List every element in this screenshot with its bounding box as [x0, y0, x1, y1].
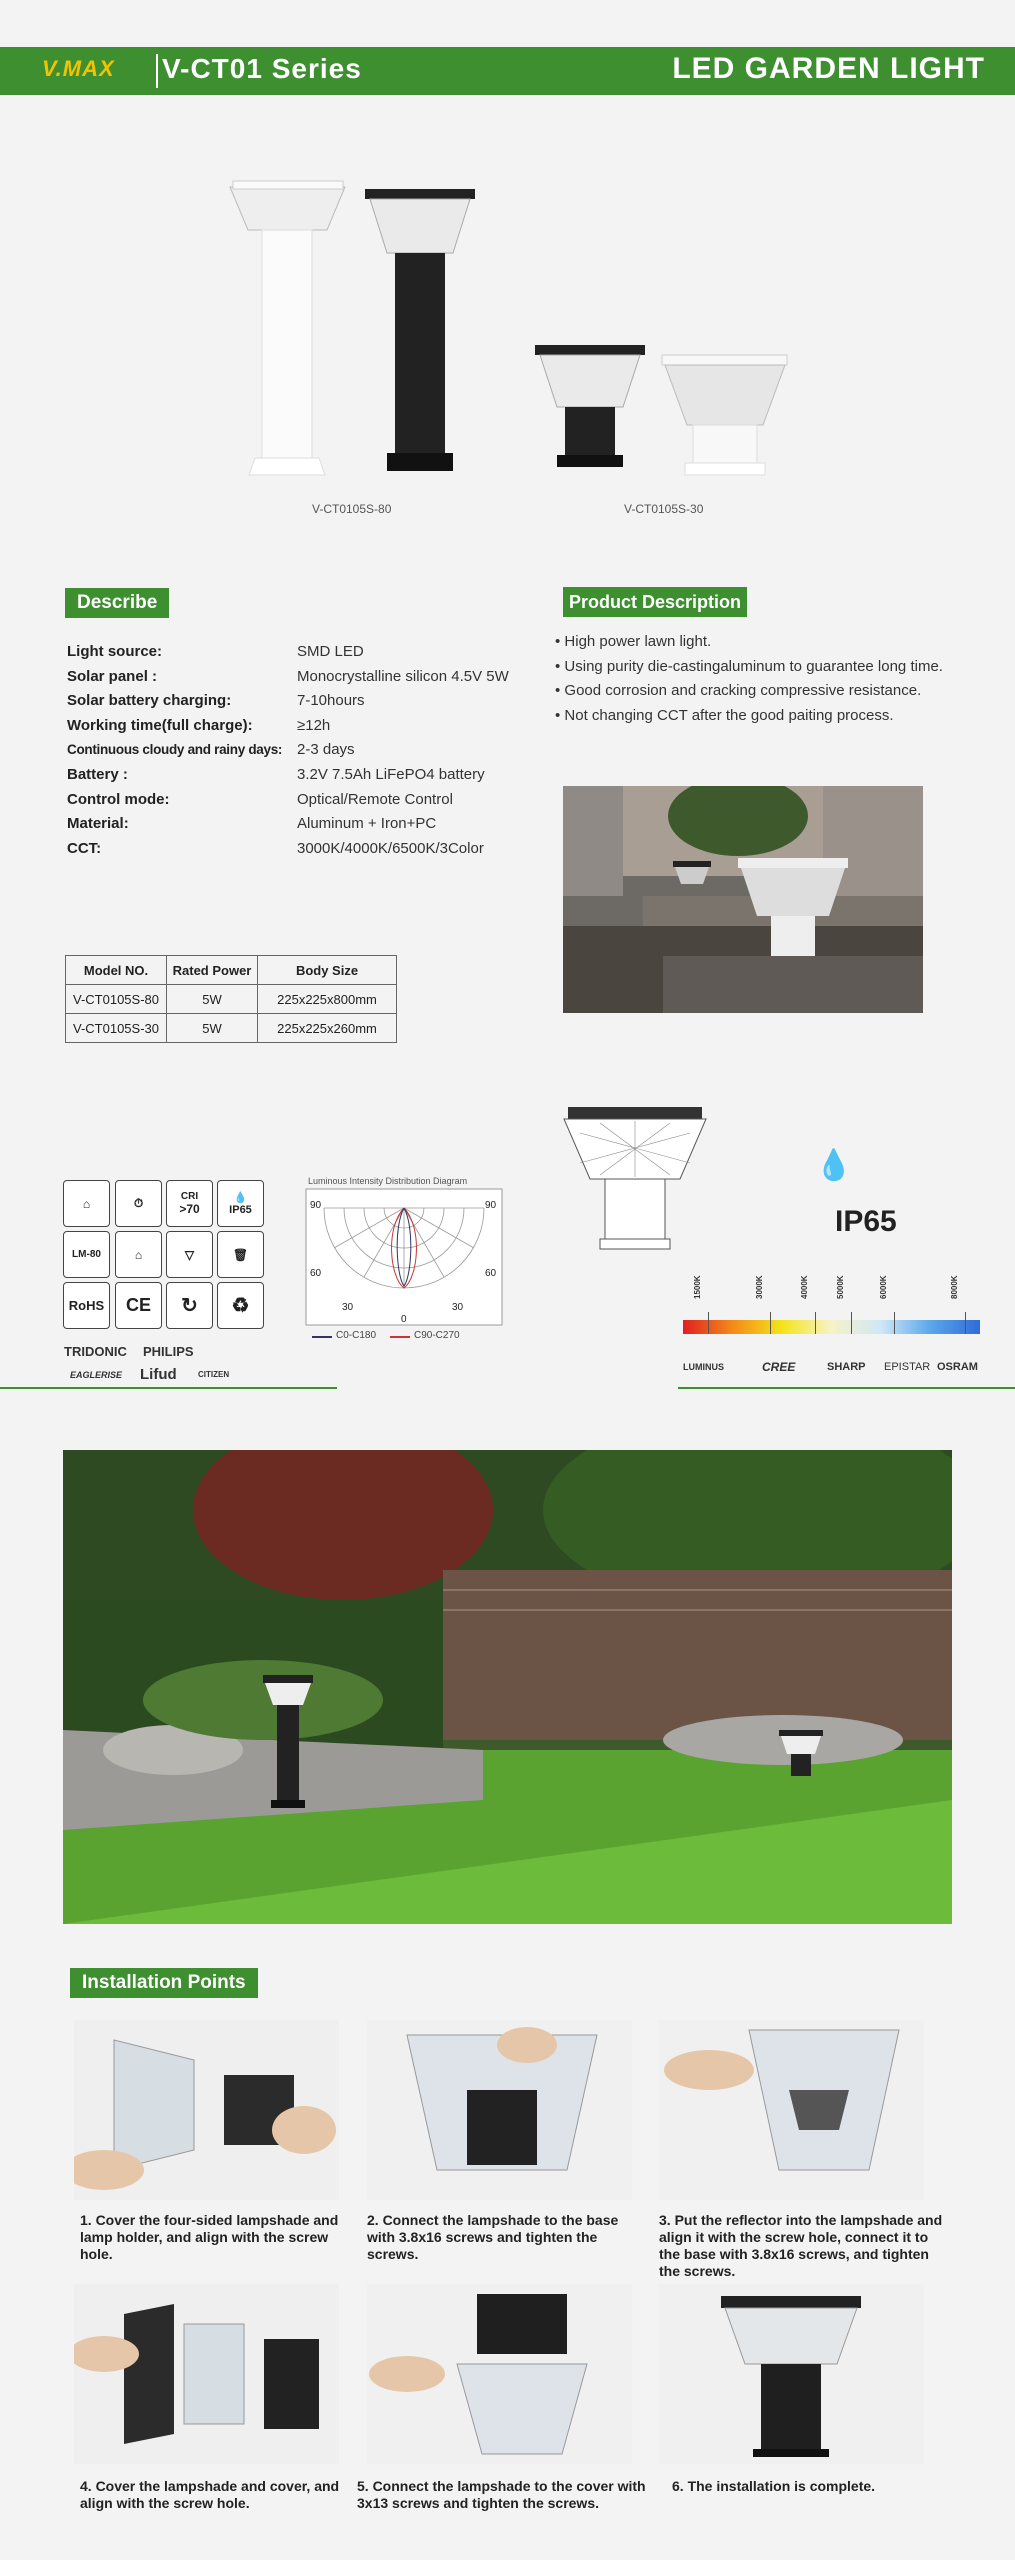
water-drops-icon: 💧 [815, 1149, 853, 1182]
description-item: • Good corrosion and cracking compressive resistance. [555, 682, 922, 700]
product-title: LED GARDEN LIGHT [672, 52, 985, 85]
divider-right [678, 1387, 1015, 1389]
table-cell: 5W [167, 985, 258, 1014]
spec-label: Working time(full charge): [67, 716, 253, 734]
rohs-icon [63, 1282, 110, 1329]
spec-label: Solar battery charging: [67, 692, 232, 710]
cri-label: CRI [180, 1191, 199, 1202]
short-black-lamp [535, 345, 645, 467]
description-item: • Using purity die-castingaluminum to guarantee long time. [555, 657, 943, 675]
cct-tick-mark [815, 1312, 816, 1334]
brand-sharp: SHARP [827, 1361, 866, 1373]
spec-value: 3.2V 7.5Ah LiFePO4 battery [297, 766, 485, 783]
column-header: Body Size [258, 956, 397, 985]
diagram-label-90-left: 90 [310, 1200, 322, 1211]
spec-label: Solar panel : [67, 667, 158, 685]
brand-citizen: CITIZEN [198, 1370, 230, 1379]
brand-logo: V.MAX [42, 56, 115, 81]
spec-label: Light source: [67, 643, 163, 660]
rohs-label: RoHS [68, 1298, 105, 1313]
tall-black-lamp [365, 189, 475, 471]
cct-tick-label: 6000K [879, 1275, 888, 1299]
indoor-outdoor-icon: ⌂ [115, 1231, 162, 1278]
series-title: V-CT01 Series [162, 53, 362, 84]
spec-value: Monocrystalline silicon 4.5V 5W [297, 667, 509, 685]
short-white-lamp [662, 355, 787, 475]
caption-short-lamp: V-CT0105S-30 [624, 502, 704, 516]
product-lamps-illustration [215, 175, 795, 495]
step-4-text: 4. Cover the lampshade and cover, and align with the screw hole. [80, 2478, 340, 2511]
spec-label: Battery : [67, 766, 128, 783]
product-description-title: Product Description [563, 587, 747, 617]
diagram-label-30-left: 30 [342, 1302, 354, 1313]
brand-cree: CREE [762, 1360, 796, 1374]
recycle-icon: ♻ [217, 1282, 264, 1329]
lm80-icon [63, 1231, 110, 1278]
brand-tridonic: TRIDONIC [64, 1344, 127, 1359]
spec-label: Material: [67, 815, 129, 833]
spec-label: Control mode: [67, 790, 170, 808]
ip-label: IP65 [229, 1204, 252, 1216]
brand-philips: PHILIPS [143, 1344, 194, 1359]
f-mark-icon: ▽ [166, 1231, 213, 1278]
spec-value: 7-10hours [297, 692, 365, 710]
rooftop-lamp-photo [563, 786, 923, 1013]
cct-tick-mark [770, 1312, 771, 1334]
cct-tick-mark [894, 1312, 895, 1334]
spec-label: CCT: [67, 839, 102, 857]
spec-value: Optical/Remote Control [297, 790, 453, 808]
diagram-label-60-left: 60 [310, 1268, 322, 1279]
brand-osram: OSRAM [937, 1361, 978, 1373]
ip65-badge: IP65 [835, 1205, 897, 1238]
column-header: Rated Power [167, 956, 258, 985]
cct-tick-mark [965, 1312, 966, 1334]
step-2-text: 2. Connect the lampshade to the base with 3.8x16 screws and tighten the screws. [367, 2212, 619, 2262]
cct-tick-mark [851, 1312, 852, 1334]
recycle-arrow-icon: ↻ [166, 1282, 213, 1329]
caption-tall-lamp: V-CT0105S-80 [312, 502, 392, 516]
ce-icon [115, 1282, 162, 1329]
diagram-label-0: 0 [401, 1314, 407, 1325]
spec-value: 2-3 days [297, 741, 355, 759]
table-cell: 5W [167, 1014, 258, 1043]
spec-value: ≥12h [297, 716, 331, 734]
step-5-photo [367, 2284, 632, 2464]
cct-tick-label: 3000K [755, 1275, 764, 1299]
home-icon: ⌂ [63, 1180, 110, 1227]
step-2-photo [367, 2020, 632, 2200]
table-cell: V-CT0105S-80 [66, 985, 167, 1014]
table-cell: 225x225x260mm [258, 1014, 397, 1043]
diagram-label-30-right: 30 [452, 1302, 464, 1313]
diagram-label-60-right: 60 [485, 1268, 497, 1279]
cct-tick-label: 4000K [800, 1275, 809, 1299]
diagram-label-90-right: 90 [485, 1200, 497, 1211]
weee-bin-icon: 🗑 [217, 1231, 264, 1278]
cct-color-bar [683, 1320, 980, 1334]
description-item: • Not changing CCT after the good paiting process. [555, 706, 894, 724]
product-description-list [555, 630, 975, 728]
step-1-photo [74, 2020, 339, 2200]
brand-eaglerise: EAGLERISE [70, 1370, 123, 1380]
header-divider [156, 54, 158, 88]
step-4-photo [74, 2284, 339, 2464]
step-3-photo [659, 2020, 924, 2200]
lm80-label: LM-80 [72, 1249, 101, 1260]
legend-swatch-c90 [390, 1336, 410, 1338]
table-row [66, 1014, 397, 1043]
step-6-text: 6. The installation is complete. [672, 2478, 876, 2494]
legend-c90-c270: C90-C270 [414, 1330, 460, 1341]
spec-value: SMD LED [297, 643, 364, 660]
lamp-dimension-sketch [560, 1103, 710, 1263]
spec-value: 3000K/4000K/6500K/3Color [297, 839, 484, 857]
describe-title: Describe [65, 588, 169, 618]
column-header: Model NO. [66, 956, 167, 985]
brand-epistar: EPISTAR [884, 1361, 931, 1373]
table-cell: V-CT0105S-30 [66, 1014, 167, 1043]
ce-label: CE [125, 1295, 151, 1315]
brand-luminus: LUMINUS [683, 1362, 724, 1372]
tall-white-lamp [230, 181, 345, 475]
cri-icon [166, 1180, 213, 1227]
ip65-icon: 💧 IP65 [217, 1180, 264, 1227]
model-table [65, 955, 397, 1043]
installation-title: Installation Points [70, 1968, 258, 1998]
spec-value: Aluminum + Iron+PC [297, 815, 437, 833]
step-5-text: 5. Connect the lampshade to the cover with 3x13 screws and tighten the screws. [357, 2478, 646, 2511]
legend-swatch-c0 [312, 1336, 332, 1338]
table-cell: 225x225x800mm [258, 985, 397, 1014]
cct-tick-label: 1500K [693, 1275, 702, 1299]
description-item: • High power lawn light. [555, 633, 712, 650]
table-row [66, 985, 397, 1014]
garden-scene-photo [63, 1450, 952, 1924]
cct-tick-mark [708, 1312, 709, 1334]
cct-tick-label: 8000K [950, 1275, 959, 1299]
diagram-title: Luminous Intensity Distribution Diagram [308, 1176, 468, 1186]
brand-lifud: Lifud [140, 1366, 177, 1383]
step-6-photo [659, 2284, 924, 2464]
polar-distribution-diagram [305, 1188, 503, 1326]
model-table-header [66, 956, 397, 985]
lifespan-icon: ⏱ [115, 1180, 162, 1227]
step-3-text: 3. Put the reflector into the lampshade and align it with the screw hole, connect it to the base with 3.8x16 screws, and tighten the screws. [659, 2212, 943, 2279]
spec-label: Continuous cloudy and rainy days: [67, 742, 283, 758]
cri-value: >70 [179, 1202, 200, 1216]
step-1-text: 1. Cover the four-sided lampshade and lamp holder, and align with the screw hole. [80, 2212, 339, 2262]
divider-left [0, 1387, 337, 1389]
cct-tick-label: 5000K [836, 1275, 845, 1299]
legend-c0-c180: C0-C180 [336, 1330, 377, 1341]
